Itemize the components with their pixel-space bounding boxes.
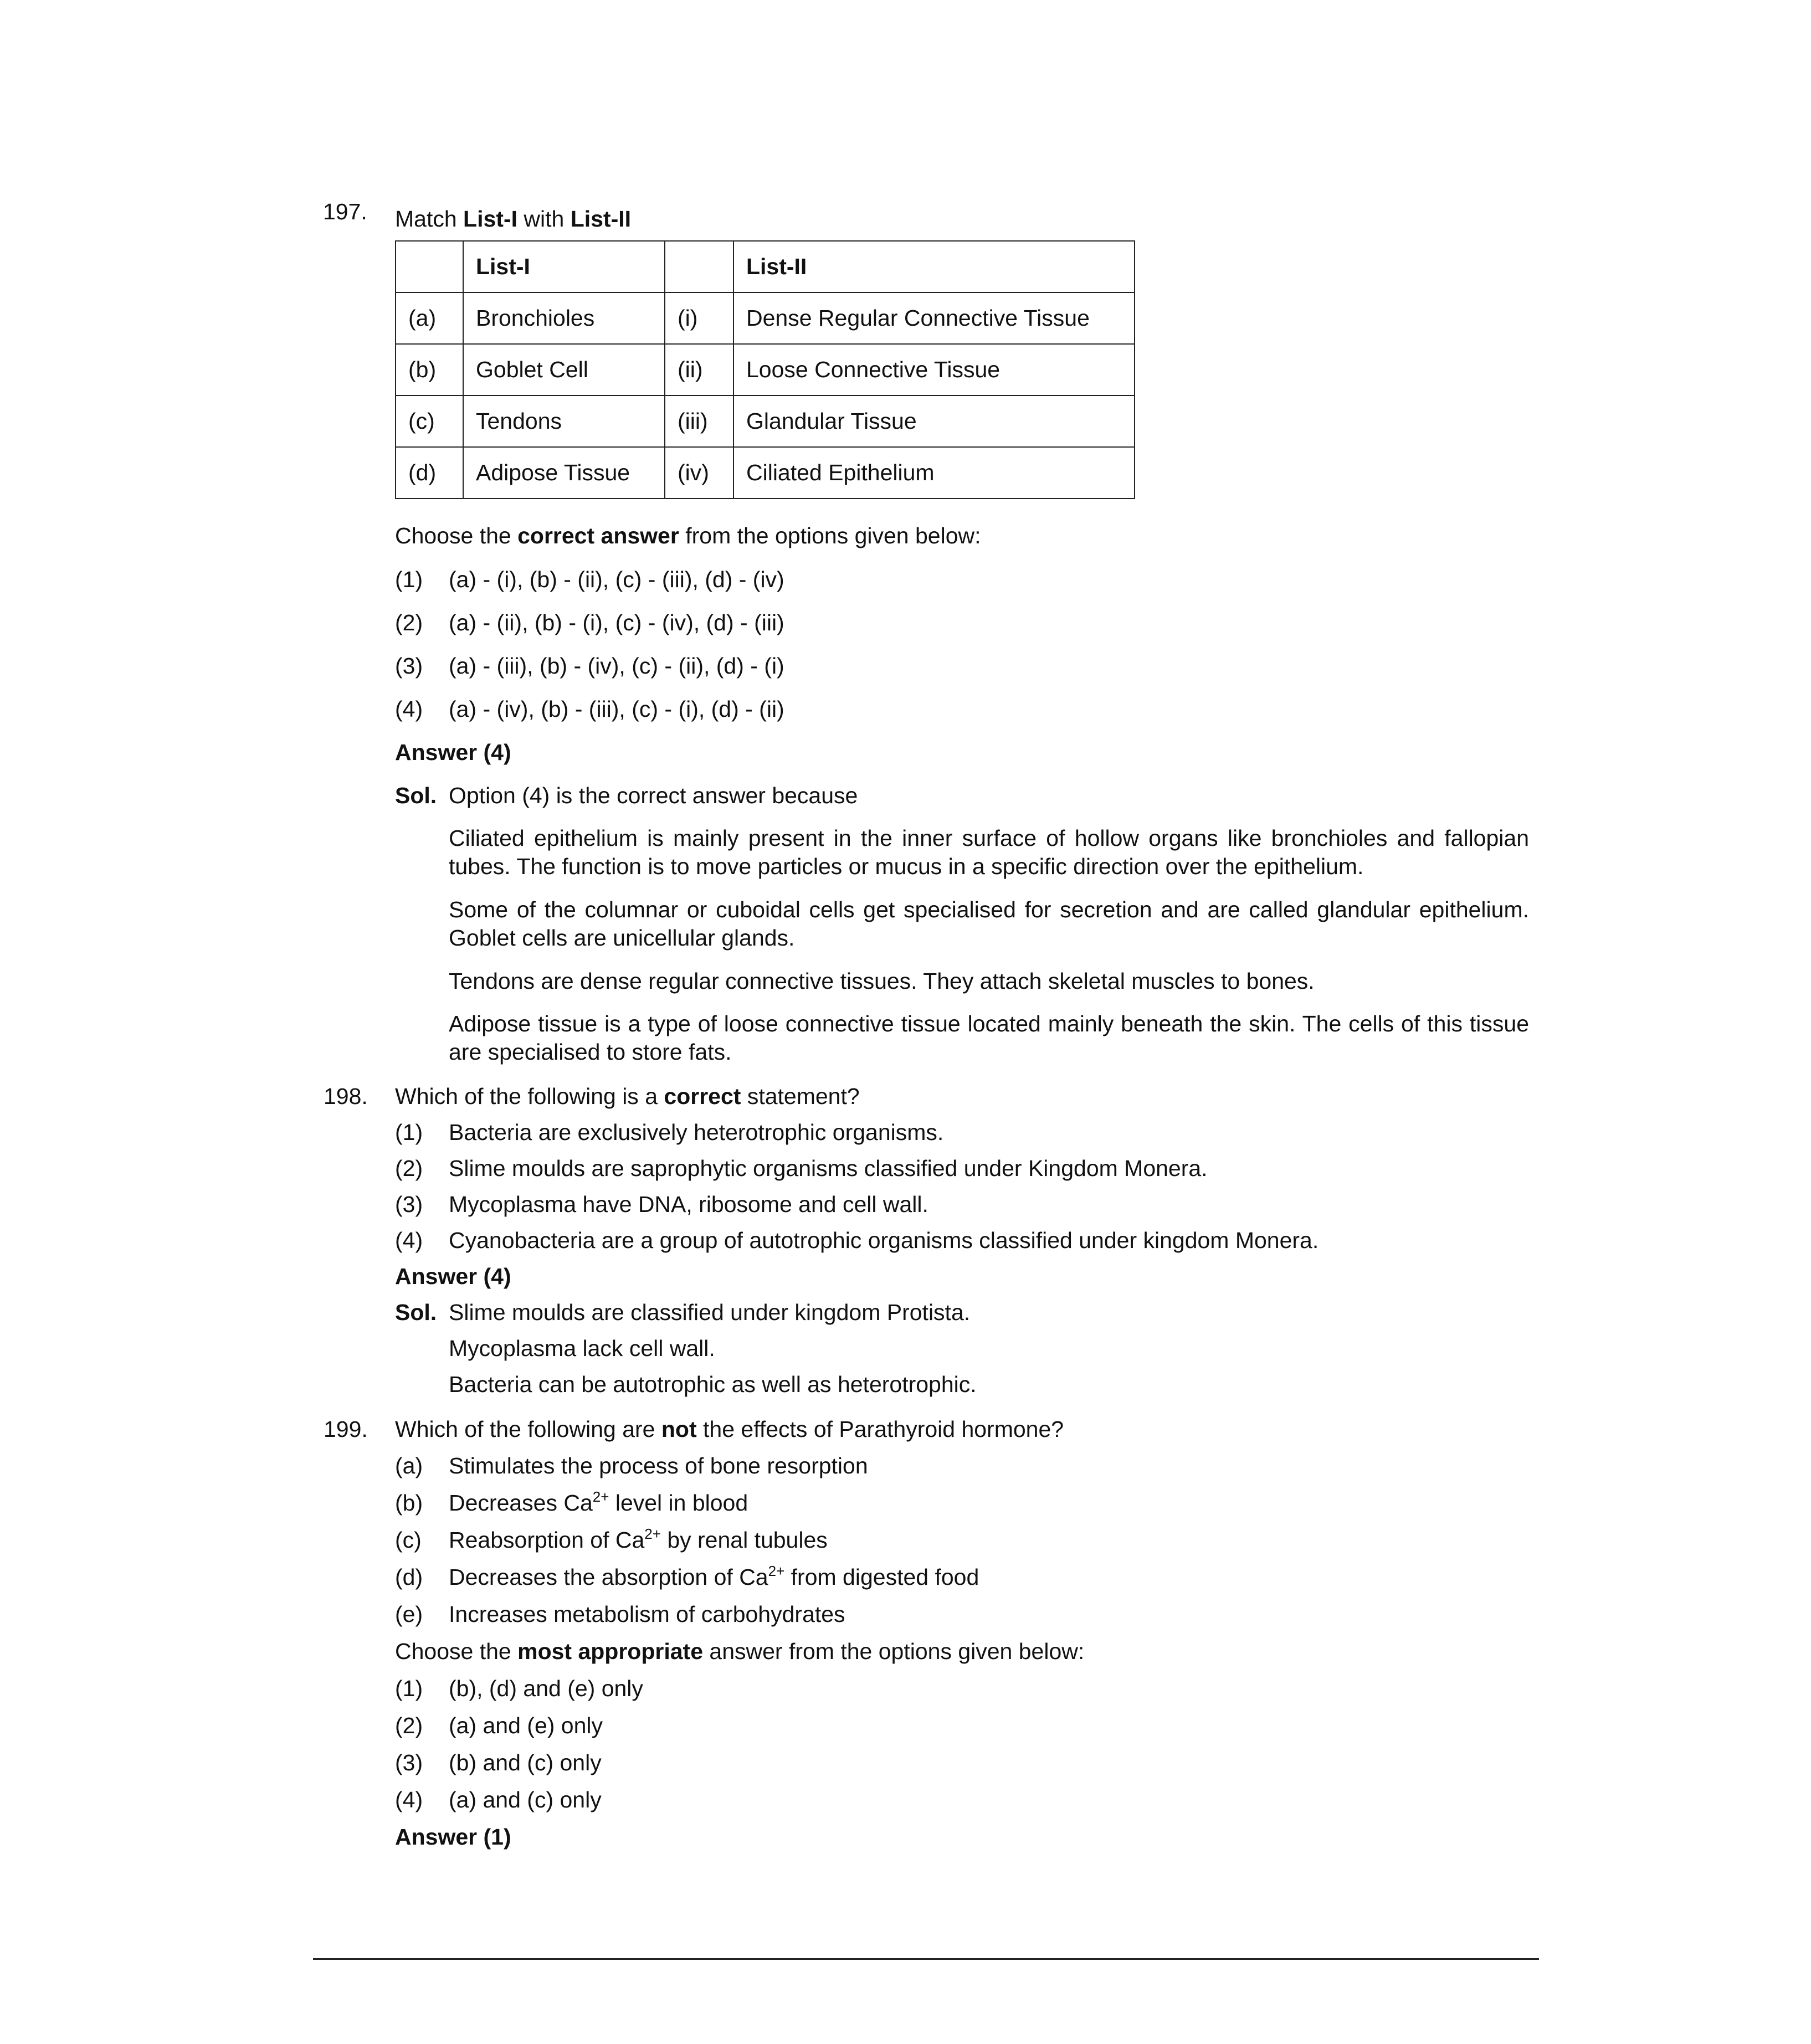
solution-intro: Option (4) is the correct answer because — [449, 783, 858, 808]
option-text: Bacteria are exclusively heterotrophic organisms. — [449, 1119, 944, 1145]
footer-divider — [313, 1958, 1539, 1960]
table-cell: List-II — [733, 241, 1135, 292]
option-number: (4) — [395, 696, 423, 722]
question-stem: Match List-I with List-II — [395, 206, 632, 232]
answer-label: Answer (4) — [395, 1264, 511, 1289]
question-number: 198. — [324, 1083, 368, 1109]
table-cell — [396, 241, 463, 292]
table-cell: Goblet Cell — [463, 344, 665, 396]
solution-line: Mycoplasma lack cell wall. — [449, 1336, 715, 1361]
question-stem: Which of the following are not the effects of Parathyroid hormone? — [395, 1416, 1064, 1442]
answer-label: Answer (4) — [395, 739, 511, 765]
table-cell: Ciliated Epithelium — [733, 447, 1135, 499]
question-number: 199. — [324, 1416, 368, 1442]
solution-line: Slime moulds are classified under kingdom Protista. — [449, 1300, 971, 1325]
table-header-row — [396, 241, 1135, 292]
solution-paragraph: Ciliated epithelium is mainly present in the inner surface of hollow organs like bronchioles and fallopian tubes. The function is to move particles or mucus in a specific direction over the epithelium. — [449, 825, 1529, 880]
option-text: Cyanobacteria are a group of autotrophic organisms classified under kingdom Monera. — [449, 1228, 1319, 1253]
choose-instruction: Choose the correct answer from the options given below: — [395, 523, 981, 548]
table-cell: (d) — [396, 447, 463, 499]
statement-label: (c) — [395, 1527, 422, 1553]
option-number: (3) — [395, 653, 423, 679]
option-number: (4) — [395, 1787, 423, 1812]
table-cell: (iv) — [665, 447, 733, 499]
statement-text: Decreases the absorption of $Ca^{2+}$ from digested food — [449, 1563, 979, 1590]
option-number: (3) — [395, 1750, 423, 1775]
option-number: (2) — [395, 610, 423, 635]
statement-text: Reabsorption of $Ca^{2+}$ by renal tubules — [449, 1526, 828, 1553]
table-cell: Tendons — [463, 396, 665, 447]
question-stem: Which of the following is a correct statement? — [395, 1083, 860, 1109]
table-cell: (c) — [396, 396, 463, 447]
table-cell — [665, 241, 733, 292]
option-number: (2) — [395, 1155, 423, 1181]
statement-text: Decreases $Ca^{2+}$ level in blood — [449, 1488, 748, 1516]
solution-label: Sol. — [395, 1300, 437, 1325]
option-number: (1) — [395, 1676, 423, 1701]
table-cell: List-I — [463, 241, 665, 292]
table-row — [396, 447, 1135, 499]
statement-text: Stimulates the process of bone resorption — [449, 1453, 868, 1478]
solution-paragraph: Tendons are dense regular connective tissues. They attach skeletal muscles to bones. — [449, 968, 1315, 994]
option-text: Slime moulds are saprophytic organisms classified under Kingdom Monera. — [449, 1155, 1208, 1181]
option-text: (a) - (i), (b) - (ii), (c) - (iii), (d) - (iv) — [449, 567, 784, 592]
statement-label: (d) — [395, 1564, 423, 1590]
table-cell: (b) — [396, 344, 463, 396]
solution-line: Bacteria can be autotrophic as well as heterotrophic. — [449, 1372, 977, 1397]
table-cell: Bronchioles — [463, 292, 665, 344]
table-cell: (iii) — [665, 396, 733, 447]
solution-paragraph: Some of the columnar or cuboidal cells get specialised for secretion and are called glandular epithelium. Goblet cells are unicellular glands. — [449, 897, 1529, 951]
table-cell: (a) — [396, 292, 463, 344]
option-number: (1) — [395, 1119, 423, 1145]
option-number: (2) — [395, 1713, 423, 1738]
option-number: (1) — [395, 567, 423, 592]
table-row — [396, 292, 1135, 344]
statement-label: (e) — [395, 1601, 423, 1627]
answer-label: Answer (1) — [395, 1824, 511, 1850]
solution-paragraph: Adipose tissue is a type of loose connective tissue located mainly beneath the skin. The cells of this tissue are specialised to store fats. — [449, 1011, 1529, 1065]
option-text: (b) and (c) only — [449, 1750, 602, 1775]
table-cell: (ii) — [665, 344, 733, 396]
choose-instruction: Choose the most appropriate answer from the options given below: — [395, 1639, 1085, 1664]
option-text: (a) - (iii), (b) - (iv), (c) - (ii), (d) - (i) — [449, 653, 784, 679]
table-cell: Loose Connective Tissue — [733, 344, 1135, 396]
option-text: (a) - (ii), (b) - (i), (c) - (iv), (d) - (iii) — [449, 610, 784, 635]
option-number: (4) — [395, 1228, 423, 1253]
table-cell: Glandular Tissue — [733, 396, 1135, 447]
option-text: (a) - (iv), (b) - (iii), (c) - (i), (d) - (ii) — [449, 696, 784, 722]
option-text: (b), (d) and (e) only — [449, 1676, 643, 1701]
table-cell: Dense Regular Connective Tissue — [733, 292, 1135, 344]
option-number: (3) — [395, 1192, 423, 1217]
statement-label: (b) — [395, 1490, 423, 1516]
statement-label: (a) — [395, 1453, 423, 1478]
option-text: (a) and (c) only — [449, 1787, 602, 1812]
table-cell: (i) — [665, 292, 733, 344]
statement-text: Increases metabolism of carbohydrates — [449, 1601, 845, 1627]
option-text: (a) and (e) only — [449, 1713, 603, 1738]
solution-label: Sol. — [395, 783, 437, 808]
option-text: Mycoplasma have DNA, ribosome and cell wall. — [449, 1192, 928, 1217]
table-cell: Adipose Tissue — [463, 447, 665, 499]
question-number: 197. — [323, 199, 367, 224]
table-row — [396, 344, 1135, 396]
table-row — [396, 396, 1135, 447]
match-table — [395, 240, 1135, 499]
